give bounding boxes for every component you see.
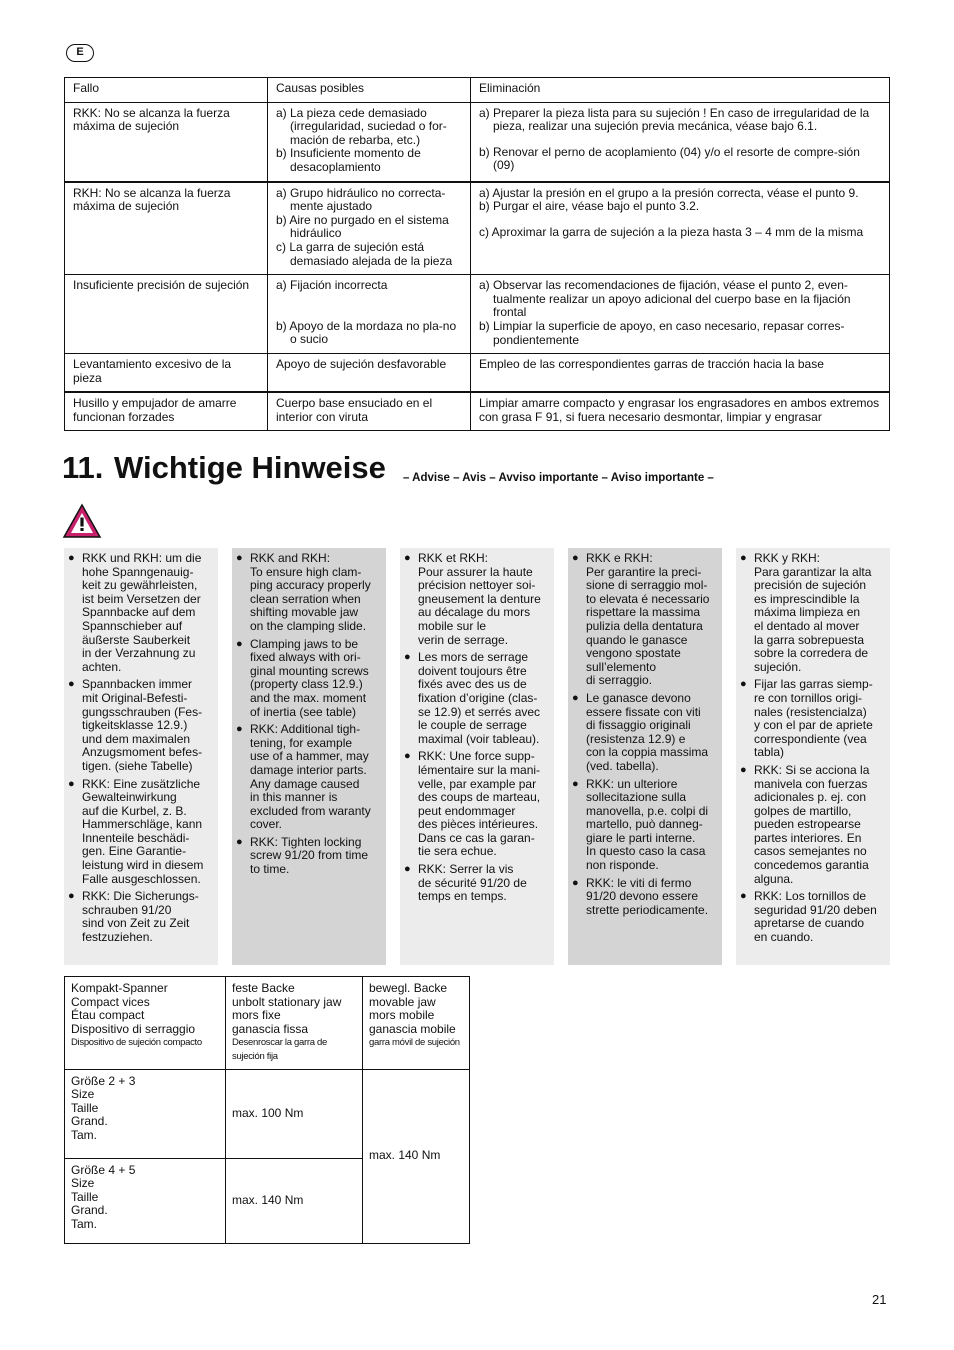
notice-item: ● RKK: Tighten locking screw 91/20 from time to time. <box>236 834 369 877</box>
remedy-item: a) Ajustar la presión en el grupo a la presión correcta, véase el punto 9. <box>479 185 859 200</box>
notice-item: ● RKK: le viti di fermo 91/20 devono essere strette periodicamente. <box>572 875 709 917</box>
notice-item: ● RKK: Additional tigh- tening, for example use of a hammer, may damage interior parts. Any damage caused in this manner is excluded from waranty cover. <box>236 722 371 832</box>
notice-item: ● Clamping jaws to be fixed always with ori- ginal mounting screws (property class 12.9.) and the max. moment of inertia (see table) <box>236 636 369 719</box>
remedy-cell: Limpiar amarre compacto y engrasar los engrasadores en ambos extremos con grasa F 91, si fuera necesario desmontar, limpiar y engrasar <box>471 392 890 431</box>
cause-cell: Apoyo de sujeción desfavorable <box>268 354 471 393</box>
remedy-item: b) Purgar el aire, véase bajo el punto 3.2. <box>479 199 700 214</box>
cause-item: a) Fijación incorrecta <box>276 278 388 293</box>
section-number: 11. <box>62 450 104 485</box>
cause-cell <box>268 182 471 275</box>
table-row <box>65 1069 470 1158</box>
warning-triangle-icon <box>62 503 102 539</box>
notice-item: ● Le ganasce devono essere fissate con viti di fissaggio originali (resistenza 12.9) e con la coppia massima (ved. tabella). <box>572 690 709 773</box>
remedy-cell <box>471 275 890 354</box>
remedy-cell <box>471 182 890 275</box>
notice-column-italian <box>568 548 722 965</box>
fixed-jaw-torque: max. 140 Nm <box>226 1158 363 1243</box>
cause-item: b) Aire no purgado en el sistema hidráulico <box>276 212 449 241</box>
cause-cell <box>268 275 471 354</box>
remedy-cell <box>471 102 890 181</box>
notice-column-german <box>64 548 218 965</box>
notice-column-french <box>400 548 554 965</box>
section-subtitle: – Advise – Avis – Avviso importante – Aviso importante – <box>403 472 714 484</box>
notice-item: ● RKK e RKH: Per garantire la preci- sione di serraggio mol- to elevata é necessario rispettare la massima pulizia della dentatura quando le ganasce vengono spostate sull’elemento di serraggio. <box>572 551 710 688</box>
table-row <box>65 182 890 275</box>
notice-item: ● RKK: Serrer la vis de sécurité 91/20 de temps en temps. <box>404 862 527 904</box>
fault-cell: RKH: No se alcanza la fuerza máxima de sujeción <box>65 182 268 275</box>
table-row <box>65 354 890 393</box>
troubleshooting-table <box>64 77 890 431</box>
notice-item: ● Les mors de serrage doivent toujours être fixés avec des us de fixation d’origine (clas- se 12.9) et serrés avec le couple de serrage maximal (voir tableau). <box>404 650 541 746</box>
notice-item: ● Fijar las garras siemp- re con tornillos origi- nales (resistencialza) y con el par de apriete correspondiente (vea tabla) <box>740 677 873 760</box>
remedy-item: a) Observar las recomendaciones de fijación, véase el punto 2, even-tualmente realizar un apoyo adicional del cuerpo base en la fijación frontal <box>479 278 851 320</box>
notice-item: ● RKK: Eine zusätzliche Gewalteinwirkung auf die Kurbel, z. B. Hammerschläge, kann Innenteile beschädi- gen. Eine Garantie- leistung wird in diesem Falle ausgeschlossen. <box>68 776 204 886</box>
size-cell: Größe 4 + 5 Size Taille Grand. Tam. <box>65 1158 226 1243</box>
torque-table <box>64 976 470 1244</box>
notice-item: ● RKK y RKH: Para garantizar la alta precisión de sujeción es imprescindible la máxima limpieza en el dentado al mover la garra sobrepuesta sobre la corredera de sujeción. <box>740 551 872 674</box>
notice-column-english <box>232 548 386 965</box>
cause-item: a) La pieza cede demasiado (irregularidad, suciedad o for-mación de rebarba, etc.) <box>276 105 447 147</box>
notice-item: ● Spannbacken immer mit Original-Befesti- gungsschrauben (Fes- tigkeitsklasse 12.9.) und dem maximalen Anzugsmoment befes- tigen. (siehe Tabelle) <box>68 677 203 773</box>
cause-item: b) Apoyo de la mordaza no pla-no o sucio <box>276 318 457 347</box>
language-badge: E <box>66 44 94 62</box>
table-header-row <box>65 78 890 103</box>
header-movable-jaw: bewegl. Backe movable jaw mors mobile ganascia mobile garra móvil de sujeción <box>363 977 470 1070</box>
notice-item: ● RKK: un ulteriore sollecitazione sulla manovella, p.e. colpi di martello, può danneg- giare le parti interne. In questo caso la casa non risponde. <box>572 776 709 873</box>
cause-item: b) Insuficiente momento de desacoplamiento <box>276 146 421 174</box>
notice-item: ● RKK et RKH: Pour assurer la haute précision nettoyer soi- gneusement la denture au décalage du mors mobile sur le verin de serrage. <box>404 551 541 647</box>
fault-cell: Insuficiente precisión de sujeción <box>65 275 268 354</box>
notice-item: ● RKK: Die Sicherungs- schrauben 91/20 sind von Zeit zu Zeit festzuziehen. <box>68 889 199 945</box>
cause-item: c) La garra de sujeción está demasiado alejada de la pieza <box>276 239 453 268</box>
notice-item: ● RKK und RKH: um die hohe Spanngenauig- keit zu gewährleisten, ist beim Versetzen der Spannbacke auf dem Spannschieber auf äußerste Sauberkeit in der Verzahnung zu achten. <box>68 551 202 674</box>
notice-item: ● RKK: Si se acciona la manivela con fuerzas adicionales p. ej. con golpes de martillo, pueden estropearse partes interiores. En casos semejantes no concedemos garantia alguna. <box>740 762 870 886</box>
table-row <box>65 392 890 431</box>
fault-cell: RKK: No se alcanza la fuerza máxima de sujeción <box>65 102 268 181</box>
header-remedy: Eliminación <box>471 78 890 103</box>
fault-cell: Levantamiento excesivo de la pieza <box>65 354 268 393</box>
notice-item: ● RKK: Une force supp- lémentaire sur la mani- velle, par example par des coups de marteau, peut endommager des pièces intérieures. Dans ce cas la garan- tie sera echue. <box>404 749 541 859</box>
notice-column-spanish <box>736 548 890 965</box>
header-fixed-jaw: feste Backe unbolt stationary jaw mors fixe ganascia fissa Desenroscar la garra de sujeción fija <box>226 977 363 1070</box>
header-fault: Fallo <box>65 78 268 103</box>
size-cell: Größe 2 + 3 Size Taille Grand. Tam. <box>65 1069 226 1158</box>
remedy-cell: Empleo de las correspondientes garras de tracción hacia la base <box>471 354 890 393</box>
header-causes: Causas posibles <box>268 78 471 103</box>
table-row <box>65 275 890 354</box>
table-row <box>65 102 890 181</box>
movable-jaw-torque: max. 140 Nm <box>363 1069 470 1243</box>
cause-item: a) Grupo hidráulico no correcta-mente ajustado <box>276 185 446 214</box>
remedy-item: c) Aproximar la garra de sujeción a la pieza hasta 3 – 4 mm de la misma <box>479 224 864 239</box>
section-title: Wichtige Hinweise <box>114 450 386 485</box>
page-number: 21 <box>872 1292 887 1307</box>
notice-item: ● RKK and RKH: To ensure high clam- ping accuracy properly clean serration when shifting movable jaw on the clamping slide. <box>236 551 371 633</box>
header-vice-type: Kompakt-Spanner Compact vices Étau compact Dispositivo di serraggio Dispositivo de sujeción compacto <box>65 977 226 1070</box>
torque-header-row <box>65 977 470 1070</box>
cause-cell: Cuerpo base ensuciado en el interior con viruta <box>268 392 471 431</box>
cause-cell <box>268 102 471 181</box>
fault-cell: Husillo y empujador de amarre funcionan forzades <box>65 392 268 431</box>
remedy-item: b) Renovar el perno de acoplamiento (04) y/o el resorte de compre-sión (09) <box>479 144 860 173</box>
remedy-item: b) Limpiar la superficie de apoyo, en caso necesario, repasar corres-pondientemente <box>479 318 845 347</box>
notice-item: ● RKK: Los tornillos de seguridad 91/20 deben apretarse de cuando en cuando. <box>740 889 877 945</box>
remedy-item: a) Preparer la pieza lista para su sujeción ! En caso de irregularidad de la pieza, realizar una sujeción previa mecánica, véase bajo 6.1. <box>479 105 870 134</box>
fixed-jaw-torque: max. 100 Nm <box>226 1069 363 1158</box>
